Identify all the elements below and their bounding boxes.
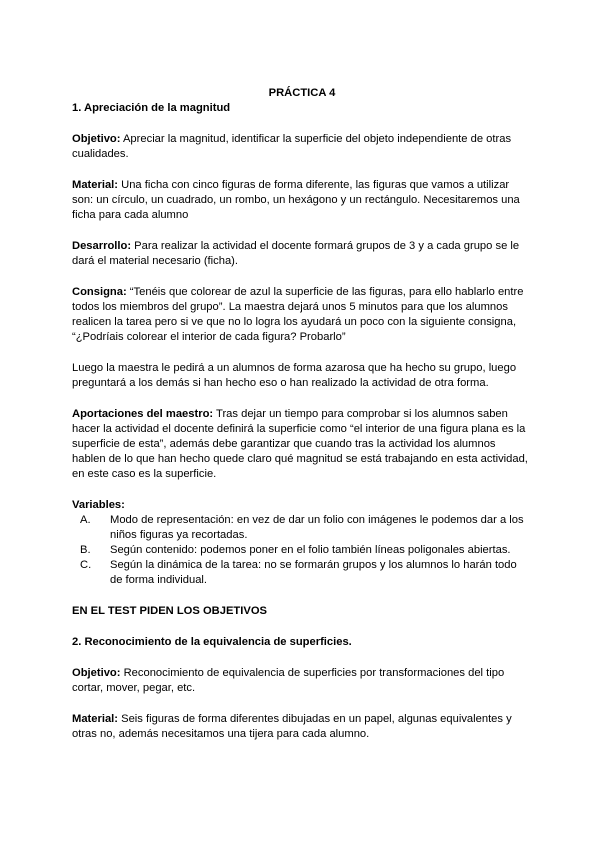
objetivo-paragraph <box>72 132 532 162</box>
page-title: PRÁCTICA 4 <box>268 87 336 99</box>
objetivo-label: Objetivo: <box>72 133 121 145</box>
list-item <box>80 558 532 588</box>
material-2-label: Material: <box>72 713 119 725</box>
material-paragraph <box>72 178 532 223</box>
aportaciones-paragraph <box>72 407 532 482</box>
document-content <box>72 86 532 742</box>
luego-paragraph: Luego la maestra le pedirá a un alumnos de forma azarosa que ha hecho su grupo, luego preguntará a los demás si han hecho eso o han realizado la actividad de otra forma. <box>72 362 517 389</box>
list-item-text: Según contenido: podemos poner en el folio también líneas poligonales abiertas. <box>110 544 511 556</box>
test-note: EN EL TEST PIDEN LOS OBJETIVOS <box>72 605 267 617</box>
aportaciones-label: Aportaciones del maestro: <box>72 408 214 420</box>
material-2-text: Seis figuras de forma diferentes dibujadas en un papel, algunas equivalentes y otras no, además necesitamos una tijera para cada alumno. <box>72 713 512 740</box>
section-1-heading: 1. Apreciación de la magnitud <box>72 102 231 114</box>
list-item-text: Según la dinámica de la tarea: no se formarán grupos y los alumnos lo harán todo de forma individual. <box>110 559 517 586</box>
objetivo-2-text: Reconocimiento de equivalencia de superficies por transformaciones del tipo cortar, mover, pegar, etc. <box>72 667 505 694</box>
variables-label: Variables: <box>72 499 125 511</box>
consigna-paragraph <box>72 285 532 345</box>
objetivo-2-label: Objetivo: <box>72 667 121 679</box>
desarrollo-paragraph <box>72 239 532 269</box>
material-text: Una ficha con cinco figuras de forma diferente, las figuras que vamos a utilizar son: un círculo, un cuadrado, un rombo, un hexágono y un rectángulo. Necesitaremos una ficha para cada alumno <box>72 179 520 221</box>
list-item <box>80 543 532 558</box>
list-item-text: Modo de representación: en vez de dar un folio con imágenes le podemos dar a los niños figuras ya recortadas. <box>110 514 524 541</box>
objetivo-2-paragraph <box>72 666 532 696</box>
material-2-paragraph <box>72 712 532 742</box>
desarrollo-label: Desarrollo: <box>72 240 132 252</box>
list-marker: A. <box>80 514 91 526</box>
list-marker: B. <box>80 544 91 556</box>
aportaciones-text: Tras dejar un tiempo para comprobar si los alumnos saben hacer la actividad el docente definirá la superficie como “el interior de una figura plana es la superficie de esta”, además debe garantizar que cuando tras la actividad los alumnos hablen de lo que han hecho quede claro qué magnitud se está trabajando en esta actividad, en este caso es la superficie. <box>72 408 528 480</box>
desarrollo-text: Para realizar la actividad el docente formará grupos de 3 y a cada grupo se le dará el material necesario (ficha). <box>72 240 520 267</box>
objetivo-text: Apreciar la magnitud, identificar la superficie del objeto independiente de otras cualidades. <box>72 133 512 160</box>
material-label: Material: <box>72 179 119 191</box>
consigna-label: Consigna: <box>72 286 127 298</box>
section-2-heading: 2. Reconocimiento de la equivalencia de superficies. <box>72 636 352 648</box>
list-marker: C. <box>80 559 92 571</box>
list-item <box>80 513 532 543</box>
consigna-text: “Tenéis que colorear de azul la superficie de las figuras, para ello hablarlo entre todos los miembros del grupo”. La maestra dejará unos 5 minutos para que los alumnos realicen la tarea pero si ve que no lo logra los ayudará un poco con la siguiente consigna, “¿Podríais colorear el interior de cada figura? Probarlo” <box>72 286 524 343</box>
variables-list <box>72 513 532 588</box>
